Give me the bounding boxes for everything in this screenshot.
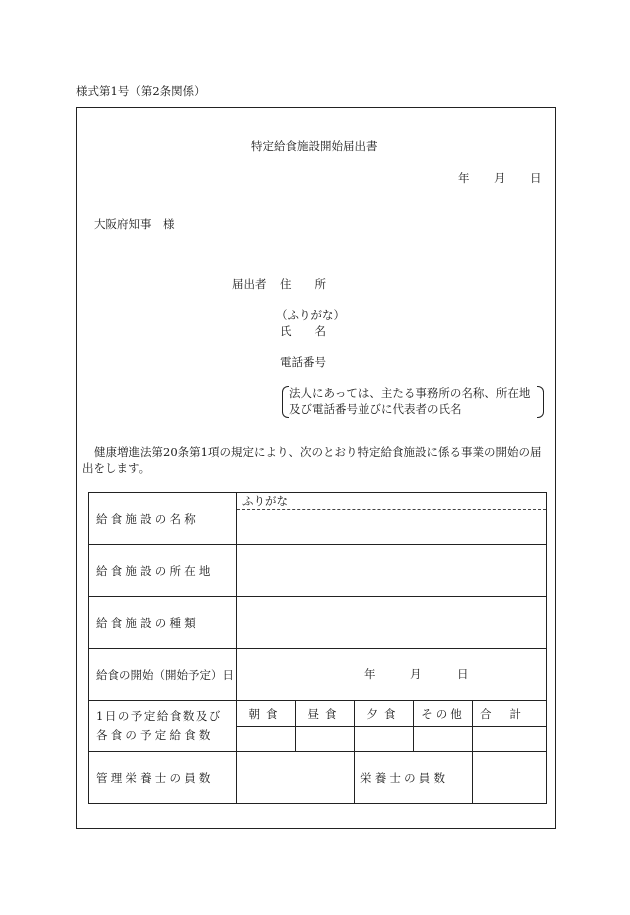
facility-type-label: 給食施設の種類	[89, 597, 237, 649]
meals-label-line1: 1日の予定給食数及び	[96, 709, 222, 723]
left-bracket	[282, 386, 289, 418]
notifier-name-label: 氏 名	[280, 324, 326, 338]
notifier-label: 届出者	[232, 277, 267, 291]
body-text-line1: 健康増進法第20条第1項の規定により、次のとおり特定給食施設に係る事業の開始の届	[94, 445, 542, 459]
date-month-label: 月	[494, 171, 506, 185]
breakfast-count-field[interactable]	[237, 727, 296, 752]
addressee: 大阪府知事 様	[94, 217, 175, 231]
meals-label	[89, 701, 237, 752]
form-number: 様式第1号（第2条関係）	[76, 84, 206, 98]
start-date-field[interactable]	[237, 649, 547, 701]
dietitians-field[interactable]	[473, 752, 547, 804]
body-text-line2: 出をします。	[82, 461, 151, 475]
date-year-label: 年	[458, 171, 470, 185]
facility-name-field[interactable]	[237, 493, 547, 545]
start-date-label: 給食の開始（開始予定）日	[89, 649, 237, 701]
total-header: 合計	[473, 701, 547, 727]
furigana-label: ふりがな	[237, 493, 546, 510]
notifier-note-line1: 法人にあっては、主たる事務所の名称、所在地	[289, 386, 531, 400]
notifier-furigana-label: （ふりがな）	[276, 308, 345, 322]
notifier-address-label: 住 所	[280, 277, 326, 291]
date-day-label: 日	[530, 171, 542, 185]
registered-dietitians-label: 管理栄養士の員数	[89, 752, 237, 804]
right-bracket	[537, 386, 544, 418]
notifier-note-line2: 及び電話番号並びに代表者の氏名	[289, 402, 462, 416]
dinner-count-field[interactable]	[355, 727, 414, 752]
registered-dietitians-field[interactable]	[237, 752, 355, 804]
dinner-header: 夕食	[355, 701, 414, 727]
form-title: 特定給食施設開始届出書	[251, 139, 378, 153]
start-month-label: 月	[410, 667, 422, 681]
other-header: その他	[414, 701, 473, 727]
total-count-field[interactable]	[473, 727, 547, 752]
dietitians-label: 栄養士の員数	[355, 752, 473, 804]
facility-type-field[interactable]	[237, 597, 547, 649]
start-day-label: 日	[457, 667, 469, 681]
facility-location-label: 給食施設の所在地	[89, 545, 237, 597]
facility-table	[88, 492, 547, 804]
lunch-header: 昼食	[296, 701, 355, 727]
facility-name-label: 給食施設の名称	[89, 493, 237, 545]
meals-label-line2: 各食の予定給食数	[96, 728, 214, 742]
breakfast-header: 朝食	[237, 701, 296, 727]
start-year-label: 年	[364, 667, 376, 681]
notifier-phone-label: 電話番号	[280, 355, 326, 369]
other-count-field[interactable]	[414, 727, 473, 752]
lunch-count-field[interactable]	[296, 727, 355, 752]
facility-location-field[interactable]	[237, 545, 547, 597]
